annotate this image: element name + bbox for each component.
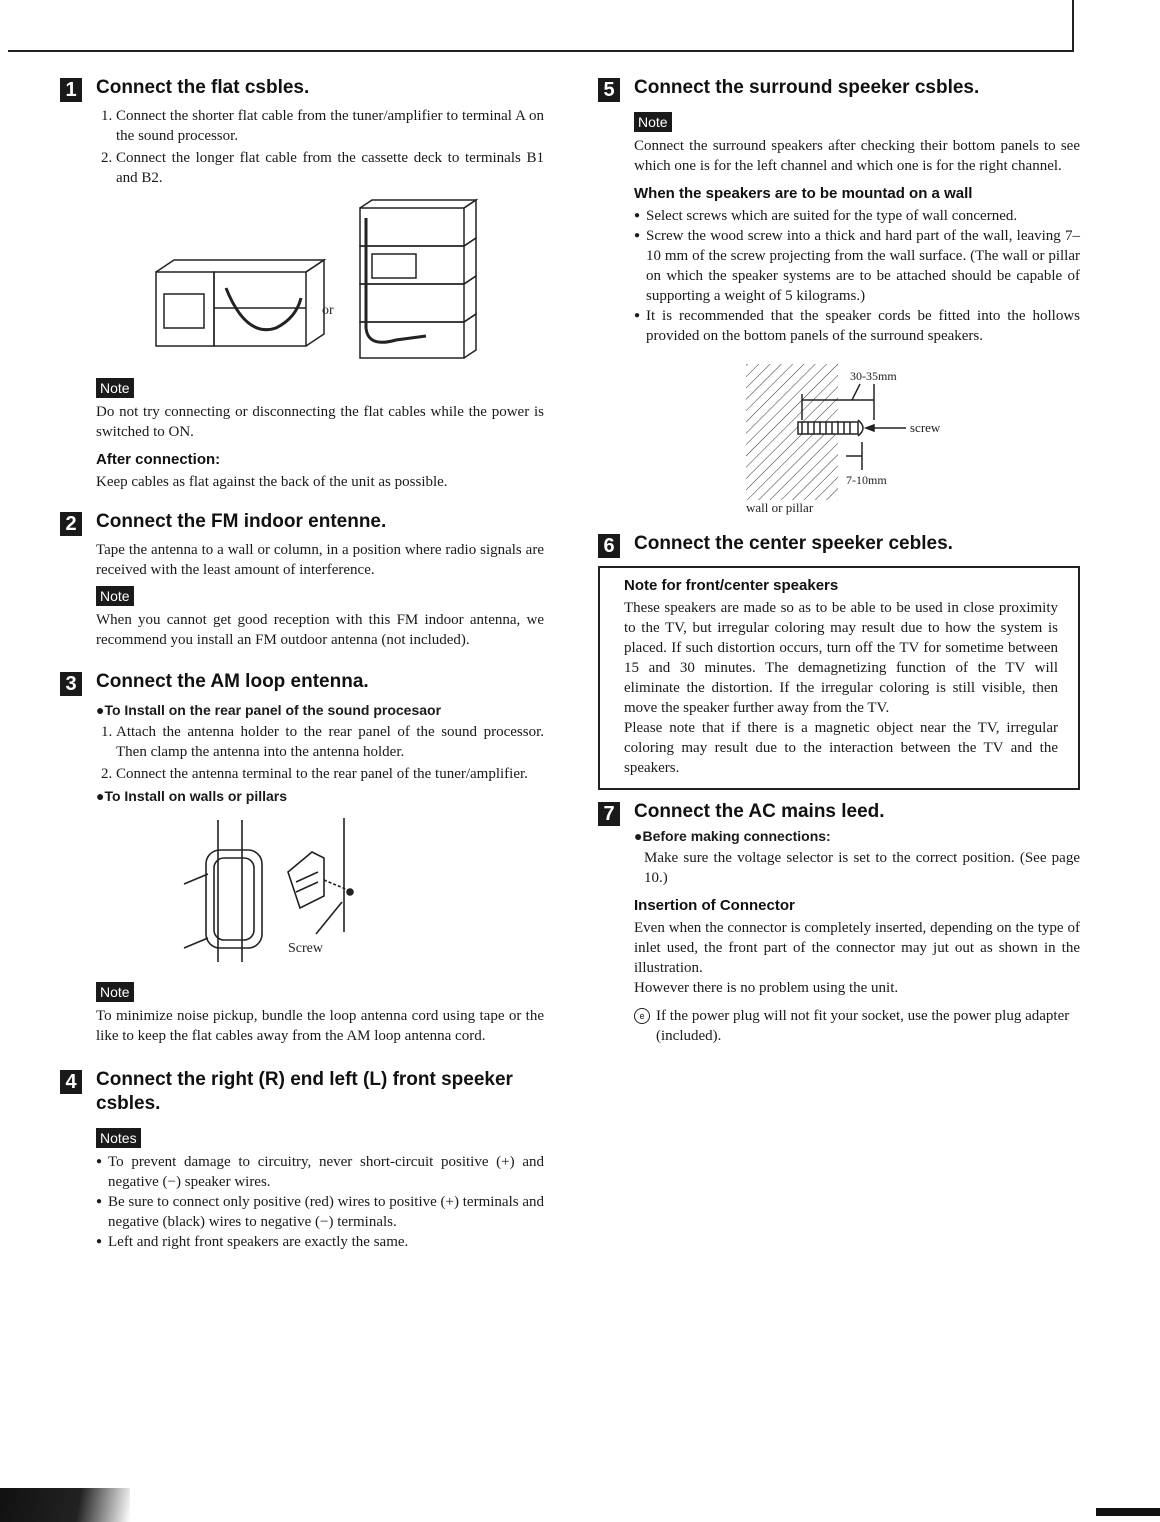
section-1-steps <box>96 106 544 188</box>
europe-plug-icon: e <box>634 1008 650 1024</box>
walls-pillars-heading: ●To Install on walls or pillars <box>96 788 288 804</box>
fig-projection-label: 7-10mm <box>846 473 887 487</box>
section-number-1: 1 <box>60 78 82 102</box>
section-6 <box>598 532 1080 790</box>
section-2-text: Tape the antenna to a wall or column, in a position where radio signals are received with the least amount of interference. <box>96 542 544 578</box>
scan-edge-mark <box>1096 1508 1160 1516</box>
insertion-text-1: Even when the connector is completely inserted, depending on the type of inlet used, the front part of the connector may jut out as shown in the illustration. <box>634 920 1080 976</box>
section-3 <box>60 670 544 1046</box>
insertion-text-2: However there is no problem using the unit. <box>634 980 899 996</box>
fig-or-label: or <box>322 303 334 318</box>
section-number-6: 6 <box>598 534 620 558</box>
fig-depth-label: 30-35mm <box>850 369 897 383</box>
wall-mount-list <box>634 206 1080 346</box>
step-item: 2. Connect the antenna terminal to the rear panel of the tuner/amplifier. <box>116 764 544 784</box>
note-item: ● Be sure to connect only positive (red) wires to positive (+) terminals and negative (black) wires to negative (−) terminals. <box>96 1192 544 1232</box>
section-2-title: Connect the FM indoor entenne. <box>96 511 387 532</box>
section-2-note: When you cannot get good reception with this FM indoor antenna, we recommend you install an FM outdoor antenna (not included). <box>96 612 544 648</box>
section-4 <box>60 1068 544 1252</box>
note-item: ● Left and right front speakers are exactly the same. <box>96 1232 544 1252</box>
insertion-heading: Insertion of Connector <box>634 897 795 914</box>
note-item: ● To prevent damage to circuitry, never short-circuit positive (+) and negative (−) speaker wires. <box>96 1152 544 1192</box>
tip-text: If the power plug will not fit your socket, use the power plug adapter (included). <box>656 1008 1070 1044</box>
box-text-1: These speakers are made so as to be able to be used in close proximity to the TV, but irregular coloring may result due to how the system is placed. If such distortion occurs, turn off the TV for sometime between 15 and 30 minutes. The demagnetizing function of the TV will eliminate the distortion. If the irregular coloring is still visible, then move the speaker further away from the TV. <box>624 600 1058 716</box>
section-number-2: 2 <box>60 512 82 536</box>
before-connections-heading: ●Before making connections: <box>634 828 831 844</box>
wall-mount-heading: When the speakers are to be mountad on a wall <box>634 185 973 202</box>
section-3-note: To minimize noise pickup, bundle the loop antenna cord using tape or the like to keep the flat cables away from the AM loop antenna cord. <box>96 1008 544 1044</box>
before-connections-text: Make sure the voltage selector is set to the correct position. (See page 10.) <box>644 850 1080 886</box>
section-5-note: Connect the surround speakers after checking their bottom panels to see which one is for the left channel and which one is for the right channel. <box>634 138 1080 174</box>
fig-screw-label: screw <box>910 420 941 435</box>
section-number-3: 3 <box>60 672 82 696</box>
box-heading: Note for front/center speakers <box>624 577 839 594</box>
section-3-steps <box>96 722 544 784</box>
rear-panel-heading: ●To Install on the rear panel of the sound procesaor <box>96 702 442 718</box>
section-number-4: 4 <box>60 1070 82 1094</box>
flat-cable-illustration <box>96 198 544 366</box>
scan-smudge <box>0 1488 130 1522</box>
section-3-title: Connect the AM loop entenna. <box>96 671 369 692</box>
screw-wall-diagram <box>634 364 1080 520</box>
section-7-title: Connect the AC mains leed. <box>634 801 885 822</box>
note-tag: Note <box>96 586 134 606</box>
section-number-5: 5 <box>598 78 620 102</box>
plug-adapter-tip <box>634 1006 1080 1046</box>
section-5 <box>598 76 1080 520</box>
right-column <box>598 76 1080 1046</box>
top-right-rule <box>1072 0 1074 52</box>
left-column <box>60 76 544 1252</box>
section-5-title: Connect the surround speeker csbles. <box>634 77 980 98</box>
top-rule <box>8 50 1074 52</box>
section-4-notes <box>96 1152 544 1252</box>
step-item: 1. Attach the antenna holder to the rear panel of the sound processor. Then clamp the antenna into the antenna holder. <box>116 722 544 762</box>
note-tag: Note <box>96 982 134 1002</box>
wall-mount-item: ● It is recommended that the speaker cords be fitted into the hollows provided on the bottom panels of the surround speakers. <box>634 306 1080 346</box>
section-1-title: Connect the flat csbles. <box>96 77 310 98</box>
front-center-note-box <box>598 566 1080 790</box>
fig-wall-label: wall or pillar <box>746 500 814 515</box>
am-antenna-wall-illustration <box>96 812 544 972</box>
note-tag: Note <box>96 378 134 398</box>
section-4-title: Connect the right (R) end left (L) front speeker csbles. <box>96 1069 513 1114</box>
step-item: 1. Connect the shorter flat cable from the tuner/amplifier to terminal A on the sound processor. <box>116 106 544 146</box>
section-2 <box>60 510 544 650</box>
wall-mount-item: ● Select screws which are suited for the type of wall concerned. <box>634 206 1080 226</box>
fig-screw-label: Screw <box>288 941 323 956</box>
section-1 <box>60 76 544 492</box>
section-6-title: Connect the center speeker cebles. <box>634 533 953 554</box>
section-number-7: 7 <box>598 802 620 826</box>
after-connection-heading: After connection: <box>96 451 221 468</box>
wall-mount-item: ● Screw the wood screw into a thick and hard part of the wall, leaving 7–10 mm of the screw projecting from the wall surface. (The wall or pillar on which the speaker systems are to be attached should be capable of supporting a weight of 5 kilograms.) <box>634 226 1080 306</box>
box-text-2: Please note that if there is a magnetic object near the TV, irregular coloring may result due to the interaction between the TV and the speakers. <box>624 720 1058 776</box>
section-7 <box>598 800 1080 1046</box>
section-1-note: Do not try connecting or disconnecting the flat cables while the power is switched to ON. <box>96 404 544 440</box>
note-tag: Note <box>634 112 672 132</box>
step-item: 2. Connect the longer flat cable from the cassette deck to terminals B1 and B2. <box>116 148 544 188</box>
after-connection-text: Keep cables as flat against the back of the unit as possible. <box>96 474 448 490</box>
notes-tag: Notes <box>96 1128 141 1148</box>
